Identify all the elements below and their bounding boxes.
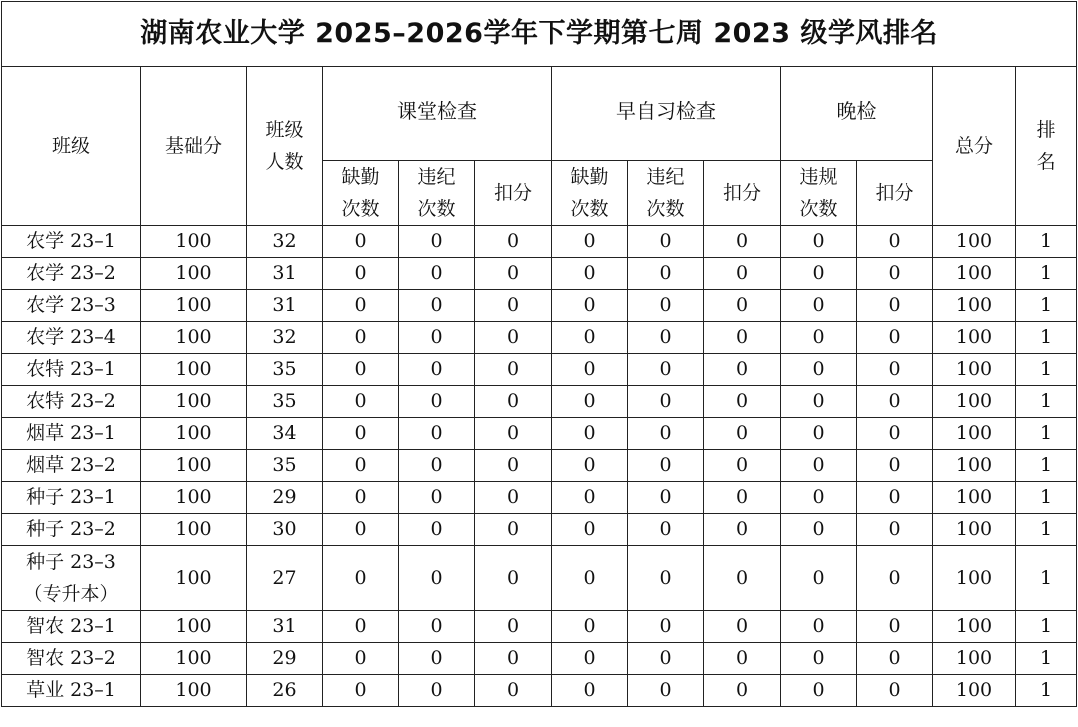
rank-cell: 1 xyxy=(1016,514,1077,546)
morning-absent-cell: 0 xyxy=(552,450,628,482)
morning-absent-cell: 0 xyxy=(552,514,628,546)
table-row xyxy=(2,643,1077,675)
morning-deduct-cell: 0 xyxy=(704,450,781,482)
morning-absent-cell: 0 xyxy=(552,354,628,386)
header-evening-violation xyxy=(781,161,857,226)
evening-deduct-cell: 0 xyxy=(857,675,933,707)
evening-deduct-cell: 0 xyxy=(857,643,933,675)
morning-absent-cell: 0 xyxy=(552,418,628,450)
base-score-cell: 100 xyxy=(141,418,247,450)
class-name-cell: 农学 23–4 xyxy=(2,322,141,354)
class-name-line2: （专升本） xyxy=(23,583,119,605)
morning-deduct-cell: 0 xyxy=(704,514,781,546)
class-name-cell: 农学 23–3 xyxy=(2,290,141,322)
class-size-cell: 32 xyxy=(247,226,323,258)
class-name-cell: 种子 23–1 xyxy=(2,482,141,514)
classroom-deduct-cell: 0 xyxy=(475,418,552,450)
classroom-discipline-cell: 0 xyxy=(399,290,475,322)
morning-absent-cell: 0 xyxy=(552,290,628,322)
evening-deduct-cell: 0 xyxy=(857,611,933,643)
class-size-cell: 35 xyxy=(247,386,323,418)
evening-deduct-cell: 0 xyxy=(857,450,933,482)
morning-absent-cell: 0 xyxy=(552,226,628,258)
ranking-table xyxy=(1,1,1077,707)
table-row xyxy=(2,290,1077,322)
class-name-line1: 种子 23–3 xyxy=(26,551,116,573)
classroom-discipline-cell: 0 xyxy=(399,354,475,386)
table-body xyxy=(2,2,1077,707)
class-size-cell: 34 xyxy=(247,418,323,450)
evening-violation-cell: 0 xyxy=(781,643,857,675)
table-row xyxy=(2,386,1077,418)
evening-violation-cell: 0 xyxy=(781,418,857,450)
classroom-discipline-cell: 0 xyxy=(399,514,475,546)
header-discipline-line1: 违纪 xyxy=(417,166,456,188)
rank-cell: 1 xyxy=(1016,322,1077,354)
class-size-cell: 29 xyxy=(247,643,323,675)
header-base-score: 基础分 xyxy=(141,67,247,226)
total-cell: 100 xyxy=(933,322,1016,354)
classroom-deduct-cell: 0 xyxy=(475,546,552,611)
table-row xyxy=(2,514,1077,546)
morning-absent-cell: 0 xyxy=(552,611,628,643)
classroom-discipline-cell: 0 xyxy=(399,482,475,514)
header-discipline-line2: 次数 xyxy=(417,198,456,220)
title-row xyxy=(2,2,1077,67)
class-name-cell: 农学 23–1 xyxy=(2,226,141,258)
base-score-cell: 100 xyxy=(141,290,247,322)
morning-discipline-cell: 0 xyxy=(628,354,704,386)
rank-cell: 1 xyxy=(1016,258,1077,290)
page-title: 湖南农业大学 2025–2026学年下学期第七周 2023 级学风排名 xyxy=(2,2,1077,67)
classroom-deduct-cell: 0 xyxy=(475,514,552,546)
classroom-absent-cell: 0 xyxy=(323,290,399,322)
class-size-cell: 31 xyxy=(247,611,323,643)
header-absent-line1: 缺勤 xyxy=(341,166,380,188)
total-cell: 100 xyxy=(933,643,1016,675)
classroom-absent-cell: 0 xyxy=(323,322,399,354)
morning-discipline-cell: 0 xyxy=(628,546,704,611)
table-row xyxy=(2,258,1077,290)
base-score-cell: 100 xyxy=(141,354,247,386)
morning-absent-cell: 0 xyxy=(552,482,628,514)
morning-absent-cell: 0 xyxy=(552,675,628,707)
classroom-deduct-cell: 0 xyxy=(475,643,552,675)
classroom-absent-cell: 0 xyxy=(323,611,399,643)
classroom-deduct-cell: 0 xyxy=(475,290,552,322)
rank-cell: 1 xyxy=(1016,611,1077,643)
morning-deduct-cell: 0 xyxy=(704,386,781,418)
morning-absent-cell: 0 xyxy=(552,258,628,290)
table-row xyxy=(2,322,1077,354)
header-violation-line1: 违规 xyxy=(799,166,838,188)
morning-discipline-cell: 0 xyxy=(628,450,704,482)
base-score-cell: 100 xyxy=(141,482,247,514)
class-name-cell: 农学 23–2 xyxy=(2,258,141,290)
classroom-deduct-cell: 0 xyxy=(475,322,552,354)
classroom-absent-cell: 0 xyxy=(323,643,399,675)
table-row xyxy=(2,546,1077,611)
ranking-sheet xyxy=(1,1,1077,725)
header-evening-check: 晚检 xyxy=(781,67,933,161)
morning-deduct-cell: 0 xyxy=(704,354,781,386)
morning-deduct-cell: 0 xyxy=(704,643,781,675)
evening-violation-cell: 0 xyxy=(781,226,857,258)
classroom-absent-cell: 0 xyxy=(323,546,399,611)
total-cell: 100 xyxy=(933,514,1016,546)
evening-violation-cell: 0 xyxy=(781,322,857,354)
class-name-cell: 农特 23–1 xyxy=(2,354,141,386)
base-score-cell: 100 xyxy=(141,611,247,643)
header-class-size-line2: 人数 xyxy=(265,151,304,173)
evening-violation-cell: 0 xyxy=(781,546,857,611)
total-cell: 100 xyxy=(933,418,1016,450)
rank-cell: 1 xyxy=(1016,290,1077,322)
evening-deduct-cell: 0 xyxy=(857,226,933,258)
classroom-deduct-cell: 0 xyxy=(475,226,552,258)
header-classroom-deduct: 扣分 xyxy=(475,161,552,226)
header-morning-check: 早自习检查 xyxy=(552,67,781,161)
header-discipline-line2: 次数 xyxy=(646,198,685,220)
classroom-absent-cell: 0 xyxy=(323,226,399,258)
base-score-cell: 100 xyxy=(141,258,247,290)
rank-cell: 1 xyxy=(1016,482,1077,514)
base-score-cell: 100 xyxy=(141,226,247,258)
evening-deduct-cell: 0 xyxy=(857,258,933,290)
classroom-absent-cell: 0 xyxy=(323,482,399,514)
morning-discipline-cell: 0 xyxy=(628,643,704,675)
base-score-cell: 100 xyxy=(141,322,247,354)
class-name-cell: 农特 23–2 xyxy=(2,386,141,418)
morning-deduct-cell: 0 xyxy=(704,611,781,643)
header-classroom-discipline xyxy=(399,161,475,226)
header-absent-line2: 次数 xyxy=(570,198,609,220)
class-name-cell: 草业 23–1 xyxy=(2,675,141,707)
evening-deduct-cell: 0 xyxy=(857,354,933,386)
morning-discipline-cell: 0 xyxy=(628,611,704,643)
morning-deduct-cell: 0 xyxy=(704,675,781,707)
evening-deduct-cell: 0 xyxy=(857,322,933,354)
base-score-cell: 100 xyxy=(141,643,247,675)
classroom-discipline-cell: 0 xyxy=(399,418,475,450)
classroom-deduct-cell: 0 xyxy=(475,354,552,386)
base-score-cell: 100 xyxy=(141,675,247,707)
class-size-cell: 29 xyxy=(247,482,323,514)
class-name-cell: 智农 23–2 xyxy=(2,643,141,675)
rank-cell: 1 xyxy=(1016,226,1077,258)
classroom-absent-cell: 0 xyxy=(323,514,399,546)
morning-discipline-cell: 0 xyxy=(628,226,704,258)
morning-discipline-cell: 0 xyxy=(628,386,704,418)
header-row-top xyxy=(2,67,1077,161)
header-rank-line1: 排 xyxy=(1036,119,1056,141)
morning-discipline-cell: 0 xyxy=(628,322,704,354)
evening-violation-cell: 0 xyxy=(781,514,857,546)
total-cell: 100 xyxy=(933,226,1016,258)
rank-cell: 1 xyxy=(1016,643,1077,675)
header-discipline-line1: 违纪 xyxy=(646,166,685,188)
morning-absent-cell: 0 xyxy=(552,546,628,611)
header-absent-line2: 次数 xyxy=(341,198,380,220)
total-cell: 100 xyxy=(933,258,1016,290)
morning-absent-cell: 0 xyxy=(552,322,628,354)
evening-violation-cell: 0 xyxy=(781,258,857,290)
evening-violation-cell: 0 xyxy=(781,675,857,707)
header-classroom-check: 课堂检查 xyxy=(323,67,552,161)
classroom-deduct-cell: 0 xyxy=(475,258,552,290)
total-cell: 100 xyxy=(933,482,1016,514)
total-cell: 100 xyxy=(933,386,1016,418)
morning-discipline-cell: 0 xyxy=(628,514,704,546)
class-size-cell: 32 xyxy=(247,322,323,354)
class-name-cell: 烟草 23–1 xyxy=(2,418,141,450)
header-class: 班级 xyxy=(2,67,141,226)
morning-discipline-cell: 0 xyxy=(628,290,704,322)
evening-deduct-cell: 0 xyxy=(857,514,933,546)
rank-cell: 1 xyxy=(1016,450,1077,482)
header-total: 总分 xyxy=(933,67,1016,226)
classroom-deduct-cell: 0 xyxy=(475,675,552,707)
total-cell: 100 xyxy=(933,290,1016,322)
evening-deduct-cell: 0 xyxy=(857,546,933,611)
classroom-absent-cell: 0 xyxy=(323,258,399,290)
evening-violation-cell: 0 xyxy=(781,611,857,643)
classroom-deduct-cell: 0 xyxy=(475,386,552,418)
morning-discipline-cell: 0 xyxy=(628,482,704,514)
class-size-cell: 31 xyxy=(247,258,323,290)
total-cell: 100 xyxy=(933,354,1016,386)
rank-cell: 1 xyxy=(1016,675,1077,707)
evening-violation-cell: 0 xyxy=(781,450,857,482)
table-row xyxy=(2,226,1077,258)
table-row xyxy=(2,675,1077,707)
class-name-cell: 智农 23–1 xyxy=(2,611,141,643)
evening-deduct-cell: 0 xyxy=(857,386,933,418)
classroom-discipline-cell: 0 xyxy=(399,546,475,611)
morning-deduct-cell: 0 xyxy=(704,546,781,611)
morning-deduct-cell: 0 xyxy=(704,290,781,322)
base-score-cell: 100 xyxy=(141,546,247,611)
classroom-discipline-cell: 0 xyxy=(399,611,475,643)
classroom-discipline-cell: 0 xyxy=(399,258,475,290)
classroom-deduct-cell: 0 xyxy=(475,450,552,482)
classroom-discipline-cell: 0 xyxy=(399,322,475,354)
header-morning-discipline xyxy=(628,161,704,226)
classroom-absent-cell: 0 xyxy=(323,386,399,418)
rank-cell: 1 xyxy=(1016,354,1077,386)
rank-cell: 1 xyxy=(1016,546,1077,611)
class-size-cell: 30 xyxy=(247,514,323,546)
header-violation-line2: 次数 xyxy=(799,198,838,220)
classroom-absent-cell: 0 xyxy=(323,418,399,450)
total-cell: 100 xyxy=(933,546,1016,611)
morning-deduct-cell: 0 xyxy=(704,418,781,450)
header-morning-deduct: 扣分 xyxy=(704,161,781,226)
class-name-cell xyxy=(2,546,141,611)
rank-cell: 1 xyxy=(1016,418,1077,450)
morning-deduct-cell: 0 xyxy=(704,482,781,514)
header-evening-deduct: 扣分 xyxy=(857,161,933,226)
morning-discipline-cell: 0 xyxy=(628,258,704,290)
classroom-discipline-cell: 0 xyxy=(399,386,475,418)
evening-deduct-cell: 0 xyxy=(857,482,933,514)
morning-deduct-cell: 0 xyxy=(704,258,781,290)
classroom-absent-cell: 0 xyxy=(323,675,399,707)
class-name-cell: 种子 23–2 xyxy=(2,514,141,546)
class-size-cell: 31 xyxy=(247,290,323,322)
classroom-discipline-cell: 0 xyxy=(399,643,475,675)
class-name-cell: 烟草 23–2 xyxy=(2,450,141,482)
base-score-cell: 100 xyxy=(141,450,247,482)
morning-deduct-cell: 0 xyxy=(704,322,781,354)
table-row xyxy=(2,418,1077,450)
rank-cell: 1 xyxy=(1016,386,1077,418)
header-class-size xyxy=(247,67,323,226)
header-rank-line2: 名 xyxy=(1036,151,1056,173)
evening-violation-cell: 0 xyxy=(781,354,857,386)
classroom-discipline-cell: 0 xyxy=(399,675,475,707)
header-classroom-absent xyxy=(323,161,399,226)
morning-deduct-cell: 0 xyxy=(704,226,781,258)
morning-absent-cell: 0 xyxy=(552,386,628,418)
table-row xyxy=(2,611,1077,643)
class-size-cell: 35 xyxy=(247,354,323,386)
table-row xyxy=(2,450,1077,482)
class-size-cell: 27 xyxy=(247,546,323,611)
base-score-cell: 100 xyxy=(141,386,247,418)
table-row xyxy=(2,354,1077,386)
classroom-deduct-cell: 0 xyxy=(475,611,552,643)
total-cell: 100 xyxy=(933,611,1016,643)
morning-discipline-cell: 0 xyxy=(628,418,704,450)
evening-violation-cell: 0 xyxy=(781,290,857,322)
total-cell: 100 xyxy=(933,675,1016,707)
header-class-size-line1: 班级 xyxy=(265,119,304,141)
morning-absent-cell: 0 xyxy=(552,643,628,675)
table-row xyxy=(2,482,1077,514)
class-size-cell: 26 xyxy=(247,675,323,707)
header-morning-absent xyxy=(552,161,628,226)
classroom-discipline-cell: 0 xyxy=(399,450,475,482)
header-rank xyxy=(1016,67,1077,226)
evening-violation-cell: 0 xyxy=(781,386,857,418)
base-score-cell: 100 xyxy=(141,514,247,546)
classroom-deduct-cell: 0 xyxy=(475,482,552,514)
total-cell: 100 xyxy=(933,450,1016,482)
evening-violation-cell: 0 xyxy=(781,482,857,514)
classroom-absent-cell: 0 xyxy=(323,450,399,482)
evening-deduct-cell: 0 xyxy=(857,418,933,450)
header-absent-line1: 缺勤 xyxy=(570,166,609,188)
class-size-cell: 35 xyxy=(247,450,323,482)
classroom-absent-cell: 0 xyxy=(323,354,399,386)
morning-discipline-cell: 0 xyxy=(628,675,704,707)
evening-deduct-cell: 0 xyxy=(857,290,933,322)
classroom-discipline-cell: 0 xyxy=(399,226,475,258)
